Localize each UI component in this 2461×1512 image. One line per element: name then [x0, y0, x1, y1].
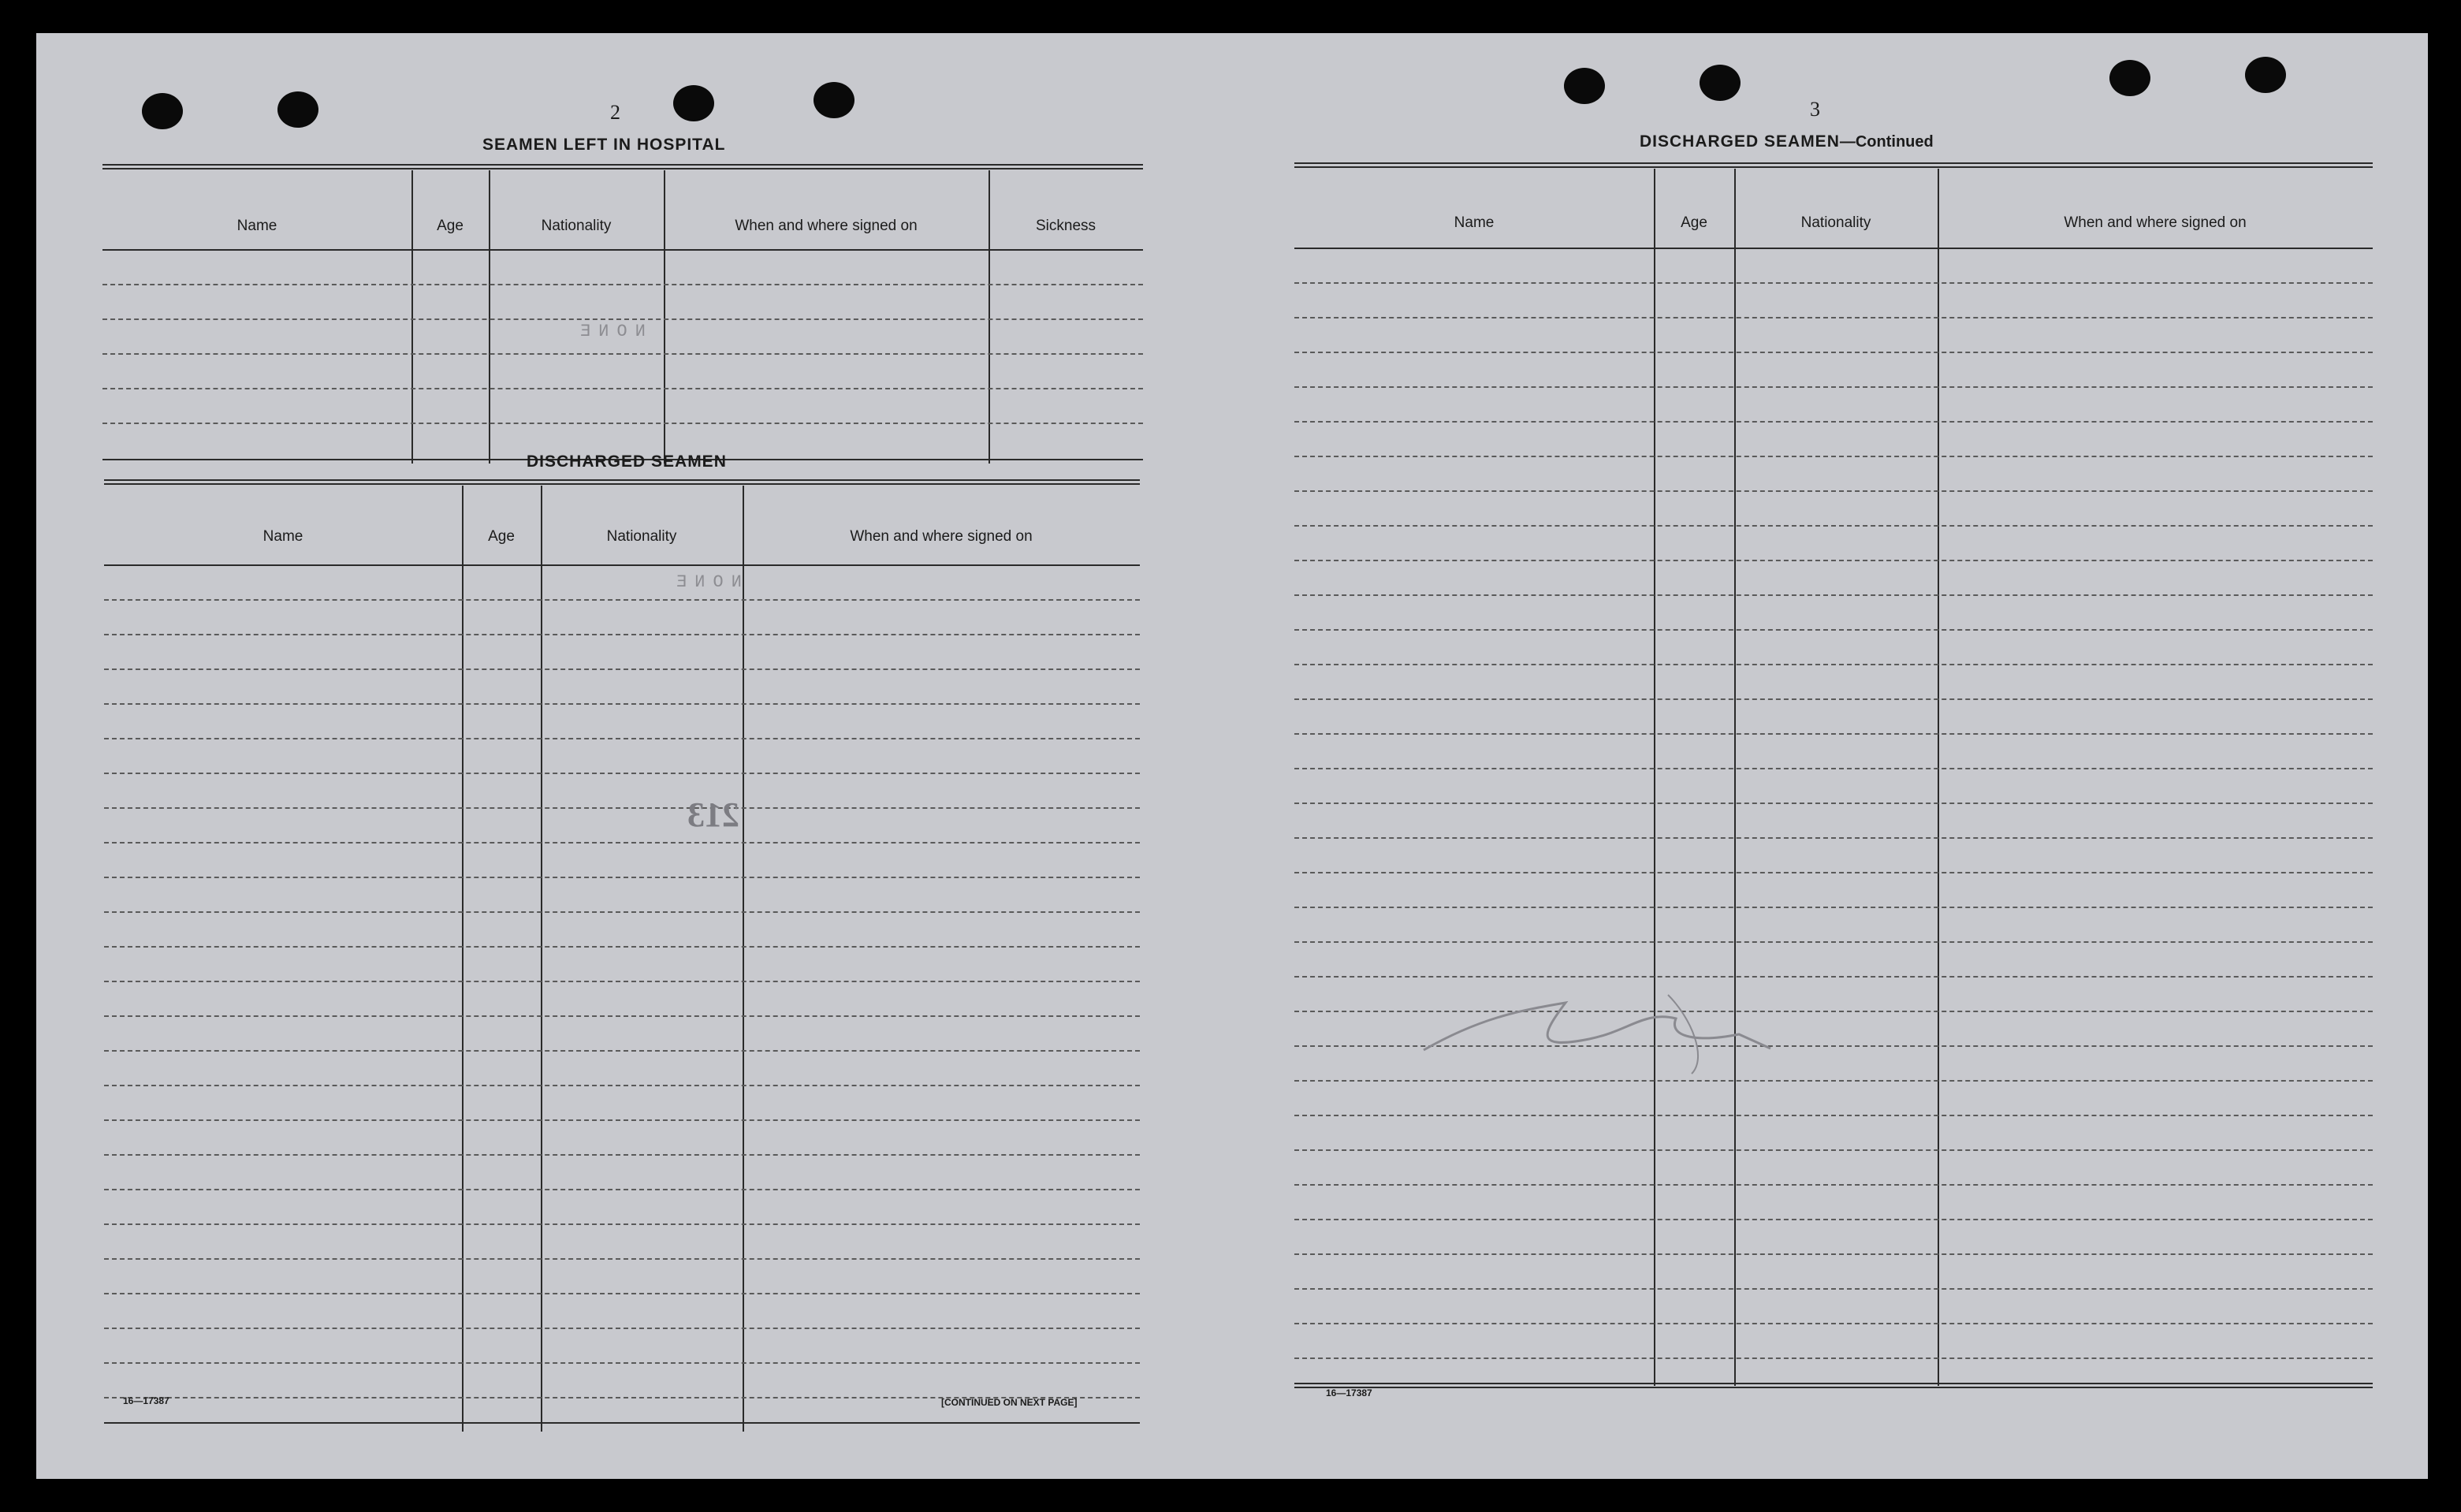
discharged-col-nationality: Nationality [606, 528, 677, 545]
punch-hole [1700, 65, 1741, 101]
right-page-number: 3 [1810, 98, 1820, 121]
discharged-none-entry: NONE [668, 572, 742, 592]
right-col-age: Age [1681, 214, 1707, 231]
stamp-number: 213 [687, 795, 739, 834]
right-title-main: DISCHARGED SEAMEN [1640, 132, 1840, 151]
hospital-col-nationality: Nationality [541, 218, 612, 234]
punch-hole [1564, 68, 1605, 104]
punch-hole [2245, 57, 2286, 93]
hospital-col-name: Name [236, 218, 277, 234]
right-col-signed-on: When and where signed on [2064, 214, 2247, 231]
bleed-through-signature [1408, 963, 1786, 1082]
continued-note: [CONTINUED ON NEXT PAGE] [941, 1397, 1078, 1408]
left-form-number: 16—17387 [123, 1395, 169, 1406]
right-title-suffix: —Continued [1839, 133, 1934, 151]
discharged-col-signed-on: When and where signed on [850, 528, 1033, 545]
right-col-nationality: Nationality [1800, 214, 1871, 231]
right-form-number: 16—17387 [1326, 1387, 1372, 1398]
hospital-col-signed-on: When and where signed on [735, 218, 918, 234]
punch-hole [142, 93, 183, 129]
discharged-col-age: Age [488, 528, 515, 545]
punch-hole [277, 91, 318, 128]
right-title [1640, 132, 1934, 151]
discharged-col-name: Name [262, 528, 303, 545]
right-discharged-table [1294, 162, 2373, 1421]
punch-hole [2109, 60, 2150, 96]
punch-hole [814, 82, 854, 118]
document-sheet [36, 33, 2428, 1479]
hospital-col-sickness: Sickness [1035, 218, 1096, 234]
discharged-title: DISCHARGED SEAMEN [527, 452, 727, 471]
right-col-name: Name [1454, 214, 1495, 231]
hospital-none-entry: NONE [572, 322, 646, 341]
hospital-table [102, 164, 1143, 464]
hospital-title: SEAMEN LEFT IN HOSPITAL [482, 136, 726, 154]
hospital-col-age: Age [437, 218, 464, 234]
discharged-table [104, 479, 1140, 1425]
punch-hole [673, 85, 714, 121]
left-page-number: 2 [610, 101, 620, 124]
